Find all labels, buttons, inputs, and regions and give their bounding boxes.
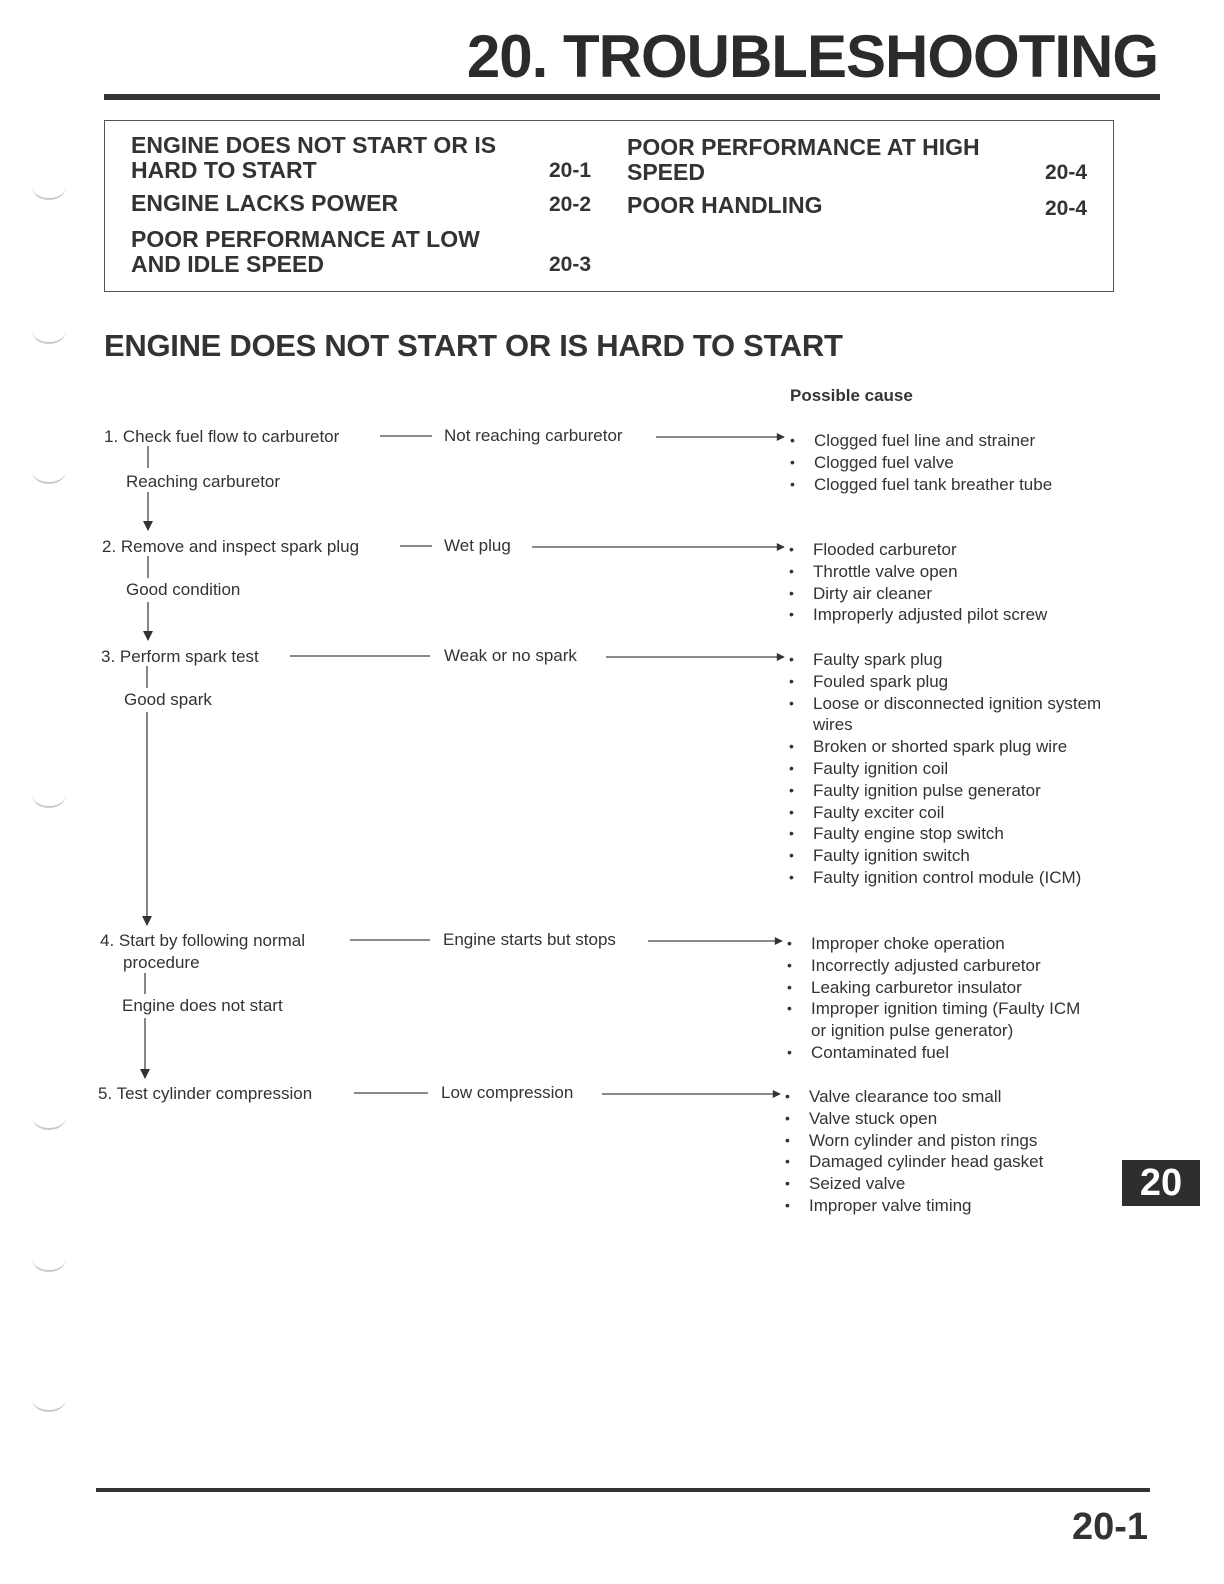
cause-item: • Improper choke operation <box>787 933 1087 955</box>
cause-item: • Throttle valve open <box>789 561 1047 583</box>
cause-item: • Improper valve timing <box>785 1195 1043 1217</box>
step-4-cause-list <box>787 933 1087 1064</box>
step-5-label: 5. Test cylinder compression <box>98 1084 313 1103</box>
step-2-cause-list <box>789 539 1047 626</box>
possible-cause-header: Possible cause <box>790 386 913 405</box>
step-5-fail-result: Low compression <box>441 1083 574 1102</box>
cause-item: • Damaged cylinder head gasket <box>785 1151 1043 1173</box>
step-2-ok-result: Good condition <box>126 580 241 599</box>
section-heading: ENGINE DOES NOT START OR IS HARD TO START <box>104 328 843 363</box>
step-2-label: 2. Remove and inspect spark plug <box>102 537 360 556</box>
toc-entry-label[interactable]: POOR HANDLING <box>627 192 823 218</box>
cause-item: • Faulty ignition switch <box>789 845 1109 867</box>
cause-item: • Loose or disconnected ignition system wires <box>789 693 1109 737</box>
step-1-cause-list <box>790 430 1052 495</box>
toc-entry-label[interactable]: POOR PERFORMANCE AT LOW AND IDLE SPEED <box>131 226 480 277</box>
chapter-tab[interactable]: 20 <box>1122 1160 1200 1206</box>
toc-entry-page: 20-2 <box>549 193 592 216</box>
step-3-ok-result: Good spark <box>124 690 212 709</box>
toc-entry-label[interactable]: ENGINE LACKS POWER <box>131 190 399 216</box>
step-5-cause-list <box>785 1086 1043 1217</box>
cause-item: • Faulty engine stop switch <box>789 823 1109 845</box>
toc-entry-page: 20-3 <box>549 253 592 276</box>
step-3-label: 3. Perform spark test <box>101 647 259 666</box>
cause-item: • Clogged fuel line and strainer <box>790 430 1052 452</box>
cause-item: • Fouled spark plug <box>789 671 1109 693</box>
toc-entry-page: 20-4 <box>1045 197 1088 220</box>
cause-item: • Leaking carburetor insulator <box>787 977 1087 999</box>
cause-item: • Faulty ignition coil <box>789 758 1109 780</box>
cause-item: • Dirty air cleaner <box>789 583 1047 605</box>
cause-item: • Incorrectly adjusted carburetor <box>787 955 1087 977</box>
page-number: 20-1 <box>1071 1506 1148 1548</box>
footer-rule <box>96 1488 1150 1492</box>
toc-entry-label[interactable]: POOR PERFORMANCE AT HIGH SPEED <box>627 134 980 185</box>
cause-item: • Flooded carburetor <box>789 539 1047 561</box>
step-4-ok-result: Engine does not start <box>122 996 283 1015</box>
cause-item: • Clogged fuel tank breather tube <box>790 474 1052 496</box>
step-4-label-line1: 4. Start by following normal <box>100 931 306 950</box>
cause-item: • Improper ignition timing (Faulty ICM or ignition pulse generator) <box>787 998 1087 1042</box>
cause-item: • Improperly adjusted pilot screw <box>789 604 1047 626</box>
step-4-fail-result: Engine starts but stops <box>443 930 616 949</box>
cause-item: • Faulty spark plug <box>789 649 1109 671</box>
step-3-cause-list <box>789 649 1109 889</box>
cause-item: • Broken or shorted spark plug wire <box>789 736 1109 758</box>
cause-item: • Valve clearance too small <box>785 1086 1043 1108</box>
cause-item: • Seized valve <box>785 1173 1043 1195</box>
cause-item: • Faulty ignition control module (ICM) <box>789 867 1109 889</box>
toc-entry-page: 20-4 <box>1045 161 1088 184</box>
toc-entry-label[interactable]: ENGINE DOES NOT START OR IS HARD TO START <box>131 132 497 183</box>
toc-entry-page: 20-1 <box>549 159 592 182</box>
step-1-fail-result: Not reaching carburetor <box>444 426 623 445</box>
step-3-fail-result: Weak or no spark <box>444 646 577 665</box>
step-1-label: 1. Check fuel flow to carburetor <box>104 427 340 446</box>
page-title: 20. TROUBLESHOOTING <box>466 23 1158 90</box>
step-2-fail-result: Wet plug <box>444 536 511 555</box>
cause-item: • Contaminated fuel <box>787 1042 1087 1064</box>
step-1-ok-result: Reaching carburetor <box>126 472 281 491</box>
step-4-label-line2: procedure <box>123 953 200 972</box>
cause-item: • Valve stuck open <box>785 1108 1043 1130</box>
cause-item: • Clogged fuel valve <box>790 452 1052 474</box>
step-4-label <box>100 930 305 974</box>
cause-item: • Faulty ignition pulse generator <box>789 780 1109 802</box>
cause-item: • Faulty exciter coil <box>789 802 1109 824</box>
cause-item: • Worn cylinder and piston rings <box>785 1130 1043 1152</box>
